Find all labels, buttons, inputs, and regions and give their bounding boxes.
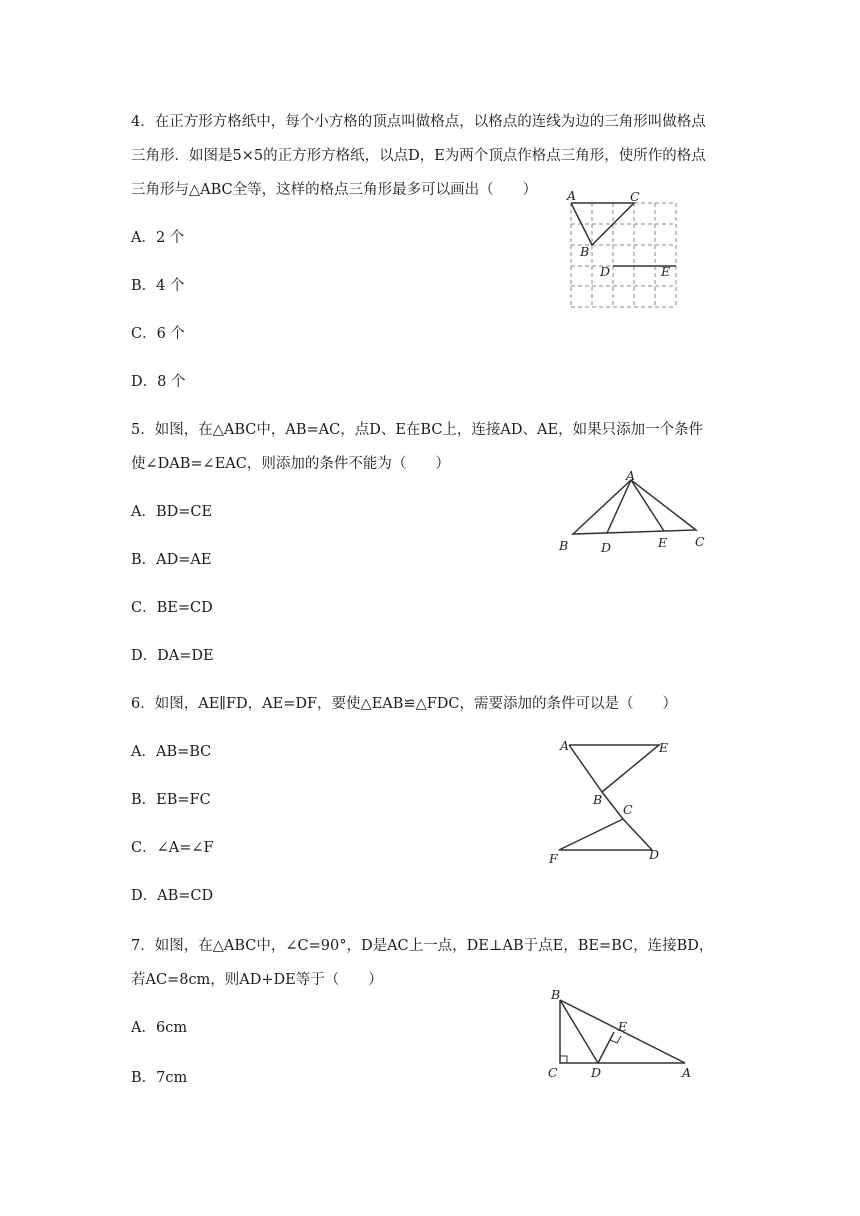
q6-label-c: C [623, 802, 633, 817]
q5-label-c: C [695, 534, 705, 549]
q7-label-d: D [591, 1065, 602, 1080]
q7-stem-line-1: 7．如图，在△ABC中，∠C=90°，D是AC上一点，DE⊥AB于点E，BE=BC，连接BD， [131, 938, 714, 954]
q6-triangle-fdc [559, 819, 652, 850]
q5-option-b: B．AD=AE [131, 552, 212, 568]
q5-label-b: B [559, 538, 569, 553]
q4-option-b: B．4 个 [131, 278, 185, 294]
q4-option-d: D．8 个 [131, 374, 186, 390]
q7-label-c: C [548, 1065, 558, 1080]
q7-label-a: A [682, 1065, 692, 1080]
q6-label-b: B [593, 792, 603, 807]
q4-stem-line-3: 三角形与△ABC全等，这样的格点三角形最多可以画出（ ） [131, 182, 538, 198]
q4-label-a: A [567, 188, 577, 203]
q6-figure [545, 735, 675, 870]
q4-label-b: B [580, 244, 590, 259]
q4-option-a: A．2 个 [131, 230, 185, 246]
q5-label-a: A [626, 468, 636, 483]
q6-option-a: A．AB=BC [131, 744, 212, 760]
q6-label-f: F [549, 851, 558, 866]
q4-option-c: C．6 个 [131, 326, 185, 342]
q4-stem-line-2: 三角形．如图是5×5的正方形方格纸，以点D，E为两个顶点作格点三角形，使所作的格点 [131, 148, 706, 164]
q7-stem-line-2: 若AC=8cm，则AD+DE等于（ ） [131, 972, 383, 988]
q6-label-a: A [560, 738, 570, 753]
q5-triangle-abc [573, 480, 696, 534]
q4-stem-line-1: 4．在正方形方格纸中，每个小方格的顶点叫做格点，以格点的连线为边的三角形叫做格点 [131, 114, 706, 130]
q7-label-e: E [618, 1019, 628, 1034]
q6-option-d: D．AB=CD [131, 888, 214, 904]
q6-option-b: B．EB=FC [131, 792, 211, 808]
q7-option-b: B．7cm [131, 1070, 188, 1086]
q7-option-a: A．6cm [131, 1020, 188, 1036]
q6-segment-bc [602, 792, 623, 819]
q6-triangle-eab [569, 745, 659, 792]
q5-triangle-figure [555, 468, 715, 556]
q6-label-d: D [649, 847, 660, 862]
q4-label-c: C [630, 189, 640, 204]
q7-label-b: B [551, 987, 561, 1002]
q7-right-triangle-figure [540, 985, 705, 1085]
q5-label-e: E [658, 535, 668, 550]
q5-label-d: D [601, 540, 612, 555]
q5-option-c: C．BE=CD [131, 600, 213, 616]
q6-option-c: C．∠A=∠F [131, 840, 214, 856]
q5-segment-ad [607, 480, 631, 533]
q4-label-e: E [661, 264, 671, 279]
q4-grid-figure [560, 186, 690, 312]
q6-stem-line-1: 6．如图，AE∥FD，AE=DF，要使△EAB≌△FDC，需要添加的条件可以是（ ） [131, 696, 677, 712]
q5-segment-ae [631, 480, 664, 531]
q4-label-d: D [600, 264, 611, 279]
q6-label-e: E [659, 740, 669, 755]
q7-right-angle-c [560, 1056, 567, 1063]
q5-stem-line-2: 使∠DAB=∠EAC，则添加的条件不能为（ ） [131, 456, 450, 472]
q5-option-a: A．BD=CE [131, 504, 213, 520]
q7-segment-de [598, 1032, 614, 1063]
q5-option-d: D．DA=DE [131, 648, 214, 664]
q5-stem-line-1: 5．如图，在△ABC中，AB=AC，点D、E在BC上，连接AD、AE，如果只添加一个条件 [131, 422, 704, 438]
